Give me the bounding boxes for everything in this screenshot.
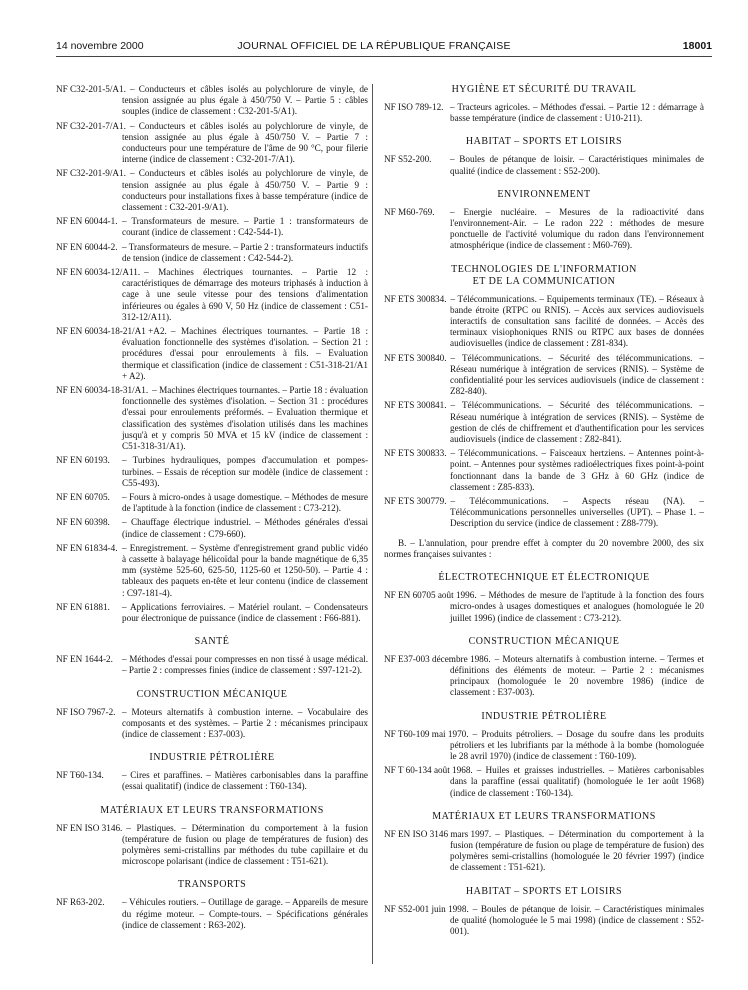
standard-code: NF T60-134. (56, 770, 104, 781)
standard-code: NF E37-003 décembre 1986. (384, 653, 491, 664)
section-heading: HABITAT – SPORTS ET LOISIRS (465, 136, 623, 148)
standard-description: – Boules de pétanque de loisir. – Caractéristiques minimales de qualité (indice de classement : S52-200). (450, 154, 704, 176)
standard-code: NF ISO 7967-2. (56, 706, 116, 717)
standard-description: – Plastiques. – Détermination du comportement à la fusion (température de fusion ou plage de températures de fusion) des polymères semi-cristallins par méthodes du tube capillaire et du microscope polarisant (indice de classement : T51-621). (122, 822, 368, 867)
standard-entry (384, 904, 704, 938)
standard-description: – Conducteurs et câbles isolés au polychlorure de vinyle, de tension assignée au plus égale à 450/750 V. – Partie 5 : câbles souples (indice de classement : C32-201-5/A1). (122, 84, 368, 117)
standard-description: – Tracteurs agricoles. – Méthodes d'essai. – Partie 12 : démarrage à basse température (indice de classement : U10-211). (450, 102, 704, 124)
column-divider (372, 84, 373, 964)
standard-entry (384, 448, 704, 493)
standard-entry (56, 242, 368, 264)
standard-entry (56, 168, 368, 213)
standard-code: NF ETS 300834. (384, 293, 447, 304)
standard-code: NF EN 60034-18-31/A1. (56, 385, 149, 396)
journal-title: JOURNAL OFFICIEL DE LA RÉPUBLIQUE FRANÇAISE (237, 40, 511, 52)
section-heading: TRANSPORTS (177, 879, 247, 891)
paragraph: B. – L'annulation, pour prendre effet à compter du 20 novembre 2000, des six normes françaises suivantes : (384, 537, 704, 559)
standard-description: – Enregistrement. – Système d'enregistrement grand public vidéo à cassette à balayage hélicoïdal pour la bande magnétique de 6,35 mm (système 525-60, 625-50, 1125-60 et 1250-50). – Partie 4 : tableaux des paquets en-tête et leur contenu (indice de classement : C97-181-4). (122, 542, 368, 598)
standard-description: – Applications ferroviaires. – Matériel roulant. – Condensateurs pour électronique de puissance (indice de classement : F66-881). (122, 601, 368, 623)
standard-entry (56, 84, 368, 118)
standard-description: – Méthodes d'essai pour compresses en non tissé à usage médical. – Partie 2 : compresses finies (indice de classement : S97-121-2). (122, 654, 368, 676)
standard-code: NF S52-200. (384, 154, 432, 165)
section-heading: INDUSTRIE PÉTROLIÈRE (481, 710, 607, 722)
standard-description: – Transformateurs de mesure. – Partie 2 : transformateurs inductifs de tension (indice de classement : C42-544-2). (122, 241, 368, 263)
standard-entry (384, 207, 704, 252)
standard-code: NF EN 60034-12/A11. (56, 267, 141, 278)
section-heading: ENVIRONNEMENT (497, 188, 591, 200)
standard-description: – Véhicules routiers. – Outillage de garage. – Appareils de mesure du régime moteur. – Compte-tours. – Spécifications générales (indice de classement : R63-202). (122, 897, 368, 930)
standard-code: NF EN 61881. (56, 601, 110, 612)
standard-entry (384, 102, 704, 124)
right-column (384, 84, 704, 940)
standard-description: – Produits pétroliers. – Dosage du soufre dans les produits pétroliers et les lubrifiants par la méthode à la bombe (homologuée le 28 avril 1970) (indice de classement : T60-109). (450, 728, 704, 761)
section-heading: CONSTRUCTION MÉCANIQUE (468, 635, 620, 647)
standard-description: – Energie nucléaire. – Mesures de la radioactivité dans l'environnement-Air. – Le radon 222 : méthodes de mesure ponctuelle de l'activité volumique du radon dans l'environnement atmosphérique (indice de classement : M60-769). (450, 206, 704, 251)
standard-entry (56, 707, 368, 741)
standard-entry (56, 543, 368, 599)
standard-description: – Cires et paraffines. – Matières carbonisables dans la paraffine (essai qualitatif) (indice de classement : T60-134). (122, 770, 368, 792)
standard-code: NF EN ISO 3146. (56, 822, 123, 833)
standard-code: NF C32-201-9/A1. (56, 168, 126, 179)
standard-code: NF ETS 300841. (384, 400, 447, 411)
standard-description: – Boules de pétanque de loisir. – Caractéristiques minimales de qualité (homologuée le 5 mai 1998) (indice de classement : S52-001). (450, 903, 704, 936)
standard-code: NF ETS 300779. (384, 496, 447, 507)
standard-entry (56, 267, 368, 323)
standard-description: – Transformateurs de mesure. – Partie 1 : transformateurs de courant (indice de classement : C42-544-1). (122, 216, 368, 238)
section-heading: MATÉRIAUX ET LEURS TRANSFORMATIONS (432, 810, 656, 822)
standard-description: – Télécommunications. – Sécurité des télécommunications. – Réseau numérique à intégration de services (RNIS). – Système de gestion de clés de chiffrement et d'authentification pour les services audiovisuels (indice de classement : Z82-841). (450, 400, 704, 445)
standard-code: NF EN 60705 août 1996. (384, 590, 477, 601)
standard-entry (56, 602, 368, 624)
standard-code: NF S52-001 juin 1998. (384, 903, 469, 914)
standard-code: NF ETS 300833. (384, 448, 447, 459)
standard-code: NF EN 60044-2. (56, 241, 118, 252)
standard-entry (56, 654, 368, 676)
standard-entry (56, 492, 368, 514)
standard-entry (384, 829, 704, 874)
standard-description: – Huiles et graisses industrielles. – Matières carbonisables dans la paraffine (essai qualitatif) (homologuée le 1er août 1968) (indice de classement : T60-134). (450, 765, 704, 798)
standard-code: NF EN 61834-4. (56, 542, 118, 553)
standard-code: NF T 60-134 août 1968. (384, 765, 473, 776)
section-heading: CONSTRUCTION MÉCANIQUE (136, 688, 288, 700)
standard-description: – Conducteurs et câbles isolés au polychlorure de vinyle, de tension assignée au plus égale à 450/750 V. – Partie 9 : conducteurs pour installations fixes à basse température (indice de classement : C32-201-9/A1). (122, 168, 368, 213)
standard-code: NF EN 60044-1. (56, 216, 118, 227)
standard-description: – Télécommunications. – Aspects réseau (NA). – Télécommunications personnelles universelles (UPT). – Phase 1. – Description du service (indice de classement : Z88-779). (450, 496, 704, 529)
standard-description: – Moteurs alternatifs à combustion interne. – Termes et définitions des éléments de moteur. – Partie 2 : mécanismes principaux (homologuée le 20 novembre 1986) (indice de classement : E37-003). (450, 653, 704, 698)
standard-description: – Télécommunications. – Faisceaux hertziens. – Antennes point-à-point. – Antennes pour systèmes radioélectriques fixes point-à-point fonctionnant dans la bande de 3 GHz à 60 GHz (indice de classement : Z85-833). (450, 448, 704, 492)
standard-entry (384, 590, 704, 624)
standard-entry (384, 765, 704, 799)
standard-description: – Télécommunications. – Sécurité des télécommunications. – Réseau numérique à intégration de services (RNIS). – Système de confidentialité pour les services audiovisuels (indice de classement : Z82-840). (450, 352, 704, 397)
left-column (56, 84, 368, 934)
standard-code: NF C32-201-5/A1. (56, 84, 126, 94)
standard-entry (384, 400, 704, 445)
section-heading: HYGIÈNE ET SÉCURITÉ DU TRAVAIL (451, 84, 637, 95)
standard-code: NF EN 60705. (56, 491, 110, 502)
standard-entry (384, 654, 704, 699)
standard-code: NF EN 60034-18-21/A1 +A2. (56, 326, 167, 337)
standard-entry (56, 455, 368, 489)
section-heading: INDUSTRIE PÉTROLIÈRE (149, 752, 275, 764)
standard-description: – Plastiques. – Détermination du comportement à la fusion (température de fusion ou plage de température de fusion) des polymères semi-cristallins (homologuée le 20 février 1997) (indice de classement : T51-621). (450, 828, 704, 873)
standard-description: – Machines électriques tournantes. – Partie 12 : caractéristiques de démarrage des moteurs triphasés à induction à cage à une seule vitesse pour des tensions d'alimentation inférieures ou égales à 690 V, 50 Hz (indice de classement : C51-312-12/A11). (122, 267, 368, 322)
standard-description: – Fours à micro-ondes à usage domestique. – Méthodes de mesure de l'aptitude à la fonction (indice de classement : C73-212). (122, 491, 368, 514)
standard-code: NF T60-109 mai 1970. (384, 728, 469, 739)
standard-code: NF C32-201-7/A1. (56, 120, 126, 131)
standard-entry (56, 326, 368, 382)
standard-description: – Turbines hydrauliques, pompes d'accumulation et pompes-turbines. – Essais de réception sur modèle (indice de classement : C55-493). (122, 455, 368, 488)
standard-entry (56, 216, 368, 238)
standard-code: NF EN 60193. (56, 455, 110, 466)
standard-entry (56, 897, 368, 931)
standard-code: NF ETS 300840. (384, 352, 447, 363)
section-heading: HABITAT – SPORTS ET LOISIRS (465, 885, 623, 897)
standard-entry (384, 496, 704, 530)
standard-description: – Machines électriques tournantes. – Partie 18 : évaluation fonctionnelle des systèmes d'isolation. – Section 31 : procédures d'essai pour enroulements préformés. – Evaluation thermique et classification des systèmes d'isolation utilisés dans les machines jusqu'à et y compris 50 MVA et 15 kV (indice de classement : C51-318-31/A1). (122, 385, 368, 452)
header-rule (56, 56, 712, 57)
header-date: 14 novembre 2000 (56, 40, 144, 52)
standard-entry (384, 729, 704, 763)
standard-entry (56, 770, 368, 792)
standard-entry (384, 294, 704, 350)
section-heading: SANTÉ (194, 636, 230, 648)
standard-entry (384, 353, 704, 398)
standard-description: – Télécommunications. – Equipements terminaux (TE). – Réseaux à bande étroite (RTPC ou RNIS). – Accès aux services audiovisuels interactifs de consultation sans facilité de données. – Accès des terminaux visiophoniques RNIS ou RTPC aux bases de données audiovisuelles (indice de classement : Z81-834). (450, 293, 704, 349)
standard-entry (56, 121, 368, 166)
standard-code: NF EN 60398. (56, 517, 110, 528)
section-heading: TECHNOLOGIES DE L'INFORMATION ET DE LA COMMUNICATION (451, 263, 637, 287)
page-number: 18001 (682, 40, 712, 52)
standard-code: NF ISO 789-12. (384, 102, 444, 112)
section-heading: MATÉRIAUX ET LEURS TRANSFORMATIONS (100, 804, 324, 816)
standard-description: – Conducteurs et câbles isolés au polychlorure de vinyle, de tension assignée au plus égale à 450/750 V. – Partie 7 : conducteurs pour une température de l'âme de 90 °C, pour filerie interne (indice de classement : C32-201-7/A1). (122, 120, 368, 165)
standard-entry (56, 385, 368, 452)
section-heading: ÉLECTROTECHNIQUE ET ÉLECTRONIQUE (438, 572, 650, 584)
standard-entry (384, 154, 704, 176)
standard-description: – Méthodes de mesure de l'aptitude à la fonction des fours micro-ondes à usages domestiques et analogues (homologuée le 20 juillet 1996) (indice de classement : C73-212). (450, 590, 704, 623)
standard-entry (56, 517, 368, 539)
standard-entry (56, 823, 368, 868)
standard-description: – Moteurs alternatifs à combustion interne. – Vocabulaire des composants et des systèmes. – Partie 2 : mécanismes principaux (indice de classement : E37-003). (122, 706, 368, 739)
standard-description: – Chauffage électrique industriel. – Méthodes générales d'essai (indice de classement : C79-660). (122, 517, 368, 539)
standard-code: NF EN ISO 3146 mars 1997. (384, 828, 492, 839)
standard-description: – Machines électriques tournantes. – Partie 18 : évaluation fonctionnelle des systèmes d'isolation. – Section 21 : procédures d'essai pour enroulements à fils. – Evaluation thermique et classification (indice de classement : C51-318-21/A1 + A2). (122, 326, 368, 381)
standard-code: NF EN 1644-2. (56, 654, 113, 665)
standard-code: NF R63-202. (56, 897, 105, 908)
standard-code: NF M60-769. (384, 206, 435, 217)
